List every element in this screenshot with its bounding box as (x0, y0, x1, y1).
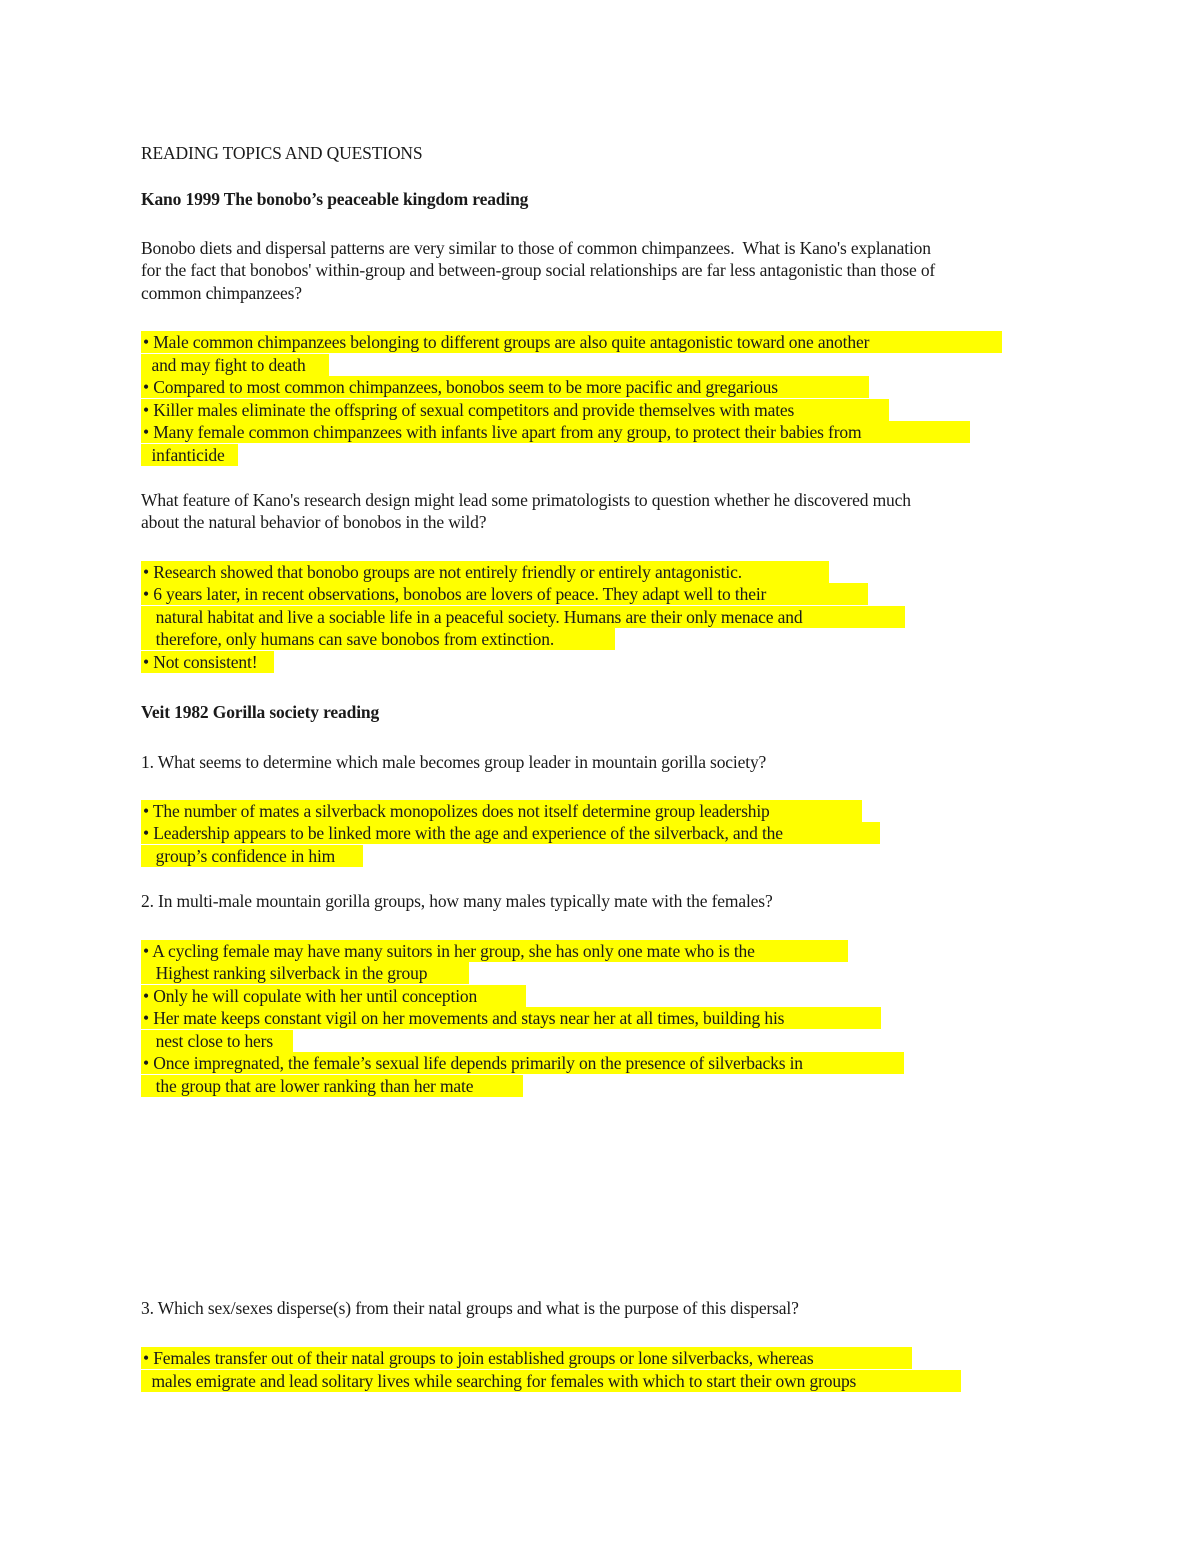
answer-text: • Compared to most common chimpanzees, bonobos seem to be more pacific and gregarious (143, 377, 778, 397)
answer-text: • Male common chimpanzees belonging to different groups are also quite antagonistic toward one another (143, 332, 870, 352)
question-line: about the natural behavior of bonobos in the wild? (141, 512, 487, 532)
highlighted-answer-line (141, 1370, 961, 1392)
highlighted-answer-line (141, 399, 889, 421)
question-line: common chimpanzees? (141, 283, 302, 303)
highlighted-answer-line (141, 822, 880, 844)
highlighted-answer-line (141, 1030, 293, 1052)
answer-text: • Research showed that bonobo groups are not entirely friendly or entirely antagonistic. (143, 562, 742, 582)
answer-text: • Only he will copulate with her until conception (143, 986, 478, 1006)
answer-text: • Once impregnated, the female’s sexual life depends primarily on the presence of silverbacks in (143, 1053, 803, 1073)
highlighted-answer-line (141, 962, 469, 984)
answer-text: • 6 years later, in recent observations, bonobos are lovers of peace. They adapt well to their (143, 584, 767, 604)
answer-text: • Not consistent! (143, 652, 258, 672)
answer-text: • The number of mates a silverback monopolizes does not itself determine group leadership (143, 801, 770, 821)
highlighted-answer-line (141, 444, 238, 466)
answer-text: therefore, only humans can save bonobos from extinction. (143, 629, 555, 649)
answer-text: and may fight to death (143, 355, 306, 375)
answer-text: natural habitat and live a sociable life in a peaceful society. Humans are their only menace and (143, 607, 803, 627)
highlighted-answer-line (141, 331, 1002, 353)
highlighted-answer-line (141, 628, 615, 650)
answer-text: • Many female common chimpanzees with infants live apart from any group, to protect their babies from (143, 422, 862, 442)
answer-text: • Females transfer out of their natal groups to join established groups or lone silverbacks, whereas (143, 1348, 814, 1368)
highlighted-answer-line (141, 985, 526, 1007)
question-line: 3. Which sex/sexes disperse(s) from their natal groups and what is the purpose of this dispersal? (141, 1298, 799, 1318)
document-title: READING TOPICS AND QUESTIONS (141, 143, 423, 163)
question-line: 1. What seems to determine which male becomes group leader in mountain gorilla society? (141, 752, 767, 772)
question-line: Bonobo diets and dispersal patterns are very similar to those of common chimpanzees. What is Kano's explanation (141, 238, 931, 258)
question-line: for the fact that bonobos' within-group and between-group social relationships are far less antagonistic than those of (141, 260, 936, 280)
section-heading-veit: Veit 1982 Gorilla society reading (141, 702, 380, 722)
highlighted-answer-line (141, 651, 274, 673)
highlighted-answer-line (141, 1007, 881, 1029)
answer-text: infanticide (143, 445, 225, 465)
highlighted-answer-line (141, 376, 869, 398)
answer-text: the group that are lower ranking than her mate (143, 1076, 474, 1096)
answer-text: • Her mate keeps constant vigil on her movements and stays near her at all times, building his (143, 1008, 785, 1028)
answer-text: males emigrate and lead solitary lives while searching for females with which to start their own groups (143, 1371, 857, 1391)
highlighted-answer-line (141, 1347, 912, 1369)
question-line: What feature of Kano's research design might lead some primatologists to question whether he discovered much (141, 490, 911, 510)
answer-text: Highest ranking silverback in the group (143, 963, 428, 983)
highlighted-answer-line (141, 606, 905, 628)
highlighted-answer-line (141, 1075, 523, 1097)
answer-text: nest close to hers (143, 1031, 274, 1051)
highlighted-answer-line (141, 845, 363, 867)
highlighted-answer-line (141, 354, 329, 376)
highlighted-answer-line (141, 561, 829, 583)
highlighted-answer-line (141, 1052, 904, 1074)
section-heading-kano: Kano 1999 The bonobo’s peaceable kingdom reading (141, 189, 529, 209)
answer-text: • Leadership appears to be linked more with the age and experience of the silverback, and the (143, 823, 783, 843)
highlighted-answer-line (141, 940, 848, 962)
highlighted-answer-line (141, 421, 970, 443)
answer-text: • A cycling female may have many suitors in her group, she has only one mate who is the (143, 941, 755, 961)
answer-text: • Killer males eliminate the offspring of sexual competitors and provide themselves with mates (143, 400, 795, 420)
answer-text: group’s confidence in him (143, 846, 336, 866)
question-line: 2. In multi-male mountain gorilla groups, how many males typically mate with the females? (141, 891, 773, 911)
highlighted-answer-line (141, 583, 868, 605)
highlighted-answer-line (141, 800, 862, 822)
